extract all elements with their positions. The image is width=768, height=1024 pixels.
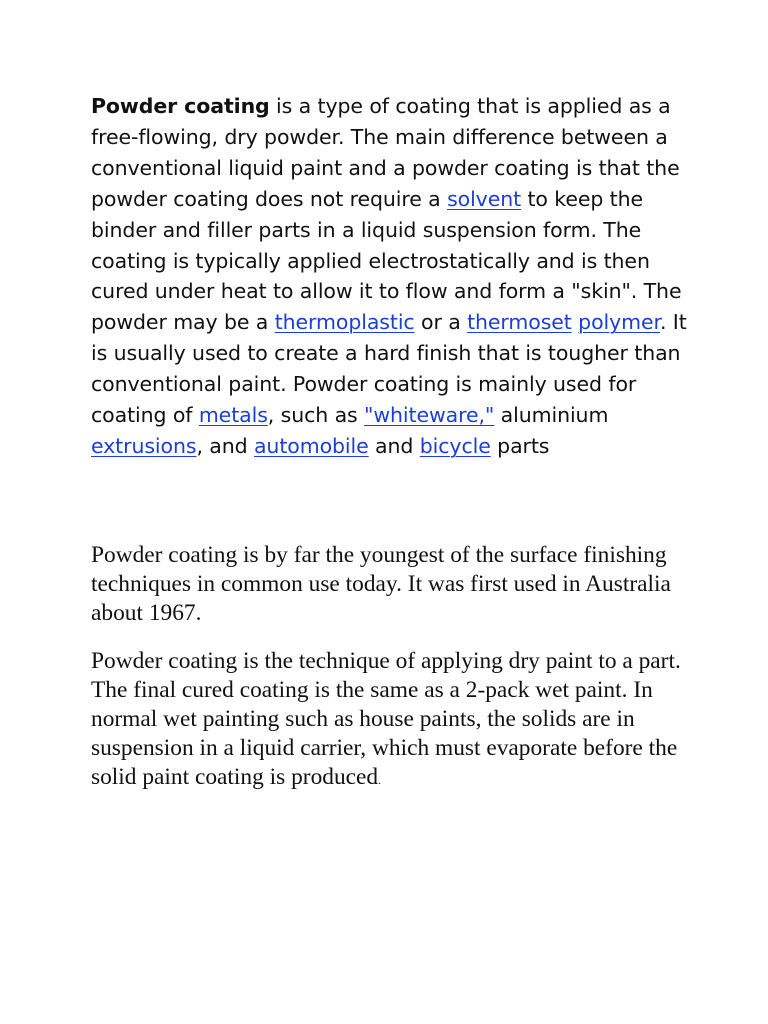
- text-run: is a type of coating that is applied as a free-flowing, dry powder. The main difference between a conventional liquid paint and a powder coating is that the powder coating does not require a: [91, 94, 680, 211]
- link-thermoplastic[interactable]: thermoplastic: [274, 310, 415, 335]
- text-run: parts: [490, 433, 550, 458]
- text-run: Powder coating is the technique of applying dry paint to a part. The final cured coating is the same as a 2-pack wet paint. In normal wet painting such as house paints, the solids are in suspension in a liquid carrier, which must evaporate before the solid paint coating is produced: [91, 648, 681, 790]
- text-run: or a: [414, 310, 468, 335]
- link-solvent[interactable]: solvent: [447, 186, 522, 211]
- text-run: , and: [196, 433, 254, 458]
- paragraph-powder-coating-definition: [91, 91, 691, 462]
- paragraph-technique: [91, 647, 691, 795]
- text-run: aluminium: [494, 403, 609, 428]
- link-whiteware[interactable]: "whiteware,": [364, 403, 495, 428]
- link-extrusions[interactable]: extrusions: [91, 433, 197, 458]
- end-mark: .: [378, 773, 382, 787]
- text-run: to keep the binder and filler parts in a liquid suspension form. The coating is typically applied electrostatically and is then cured under heat to allow it to flow and form a "skin". The powder may be a: [91, 186, 682, 335]
- link-metals[interactable]: metals: [198, 403, 268, 428]
- text-run: , such as: [267, 403, 365, 428]
- text-run: and: [368, 433, 420, 458]
- link-polymer[interactable]: polymer: [578, 310, 660, 335]
- text-run: . It is usually used to create a hard finish that is tougher than conventional paint. Powder coating is mainly used for coating of: [91, 310, 687, 428]
- link-thermoset[interactable]: thermoset: [467, 310, 572, 335]
- paragraph-history: Powder coating is by far the youngest of the surface finishing techniques in common use today. It was first used in Australia about 1967.: [91, 542, 671, 626]
- link-bicycle[interactable]: bicycle: [419, 433, 491, 458]
- lead-term: Powder coating: [91, 94, 270, 118]
- link-automobile[interactable]: automobile: [253, 433, 369, 458]
